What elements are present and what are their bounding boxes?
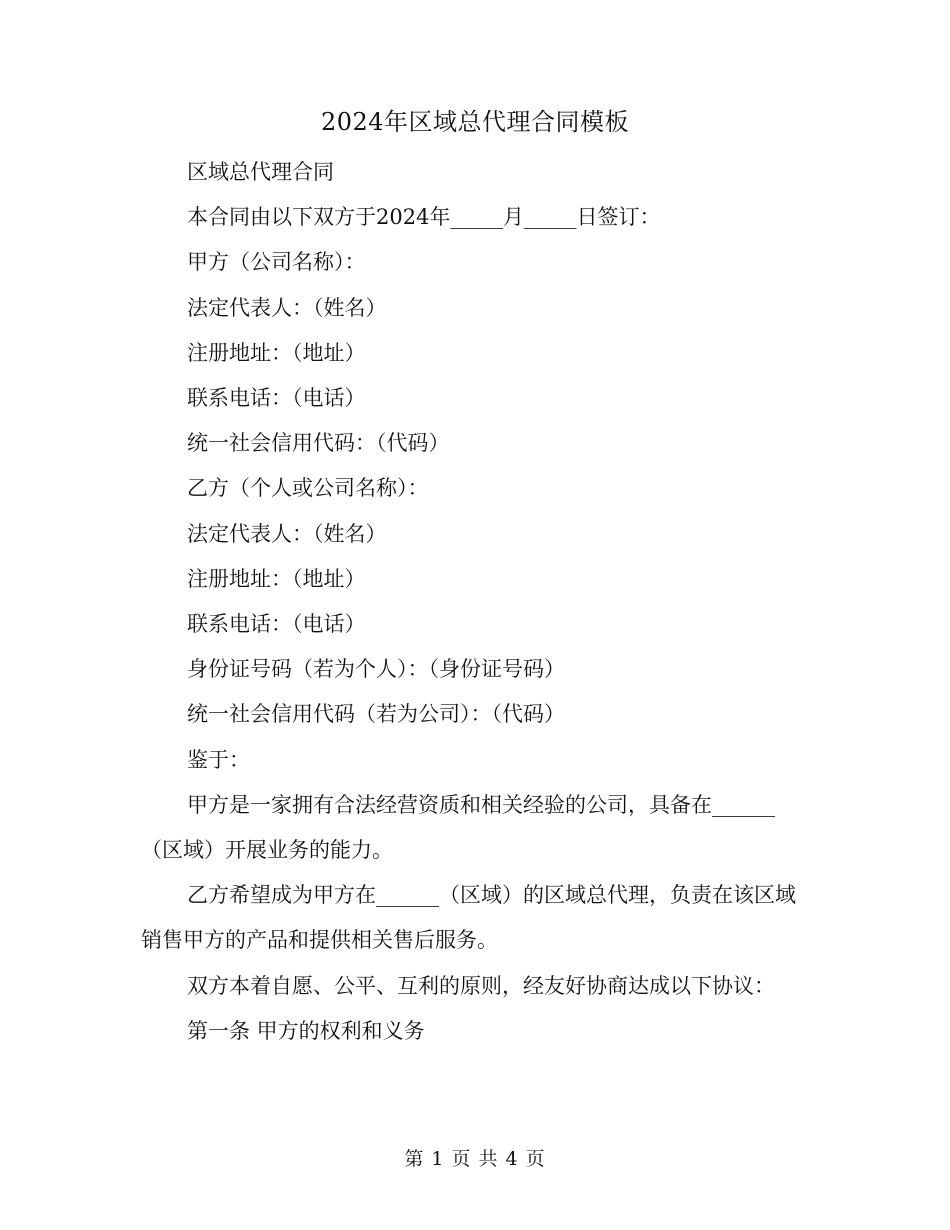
paragraph-article-one-heading: 第一条 甲方的权利和义务	[187, 1018, 425, 1043]
paragraph-whereas: 鉴于：	[187, 747, 250, 772]
paragraph-party-b-credit-code: 统一社会信用代码（若为公司）：（代码）	[187, 702, 565, 727]
paragraph-party-a-representative: 法定代表人：（姓名）	[187, 295, 387, 320]
paragraph-party-b-address: 注册地址：（地址）	[187, 566, 366, 591]
paragraph-contract-heading: 区域总代理合同	[187, 160, 334, 184]
paragraph-party-b-representative: 法定代表人：（姓名）	[187, 521, 387, 546]
document-title: 2024年区域总代理合同模板	[320, 108, 630, 136]
paragraph-party-b-phone: 联系电话：（电话）	[187, 612, 366, 637]
paragraph-party-a-name: 甲方（公司名称）：	[187, 250, 366, 275]
paragraph-signing-date: 本合同由以下双方于2024年_____月_____日签订：	[187, 205, 661, 230]
document-body	[141, 150, 801, 1054]
paragraph-party-b-name: 乙方（个人或公司名称）：	[187, 476, 429, 501]
paragraph-party-a-background: 甲方是一家拥有合法经营资质和相关经验的公司，具备在______（区域）开展业务的能力。	[141, 792, 775, 863]
paragraph-party-a-phone: 联系电话：（电话）	[187, 386, 366, 411]
paragraph-party-a-address: 注册地址：（地址）	[187, 340, 366, 365]
paragraph-agreement-principle: 双方本着自愿、公平、互利的原则，经友好协商达成以下协议：	[187, 973, 775, 998]
paragraph-party-b-id-number: 身份证号码（若为个人）：（身份证号码）	[187, 657, 565, 682]
paragraph-party-b-intent: 乙方希望成为甲方在______（区域）的区域总代理，负责在该区域销售甲方的产品和提供相关售后服务。	[141, 883, 796, 953]
page-footer: 第 1 页 共 4 页	[404, 1148, 546, 1170]
paragraph-party-a-credit-code: 统一社会信用代码：（代码）	[187, 431, 450, 456]
